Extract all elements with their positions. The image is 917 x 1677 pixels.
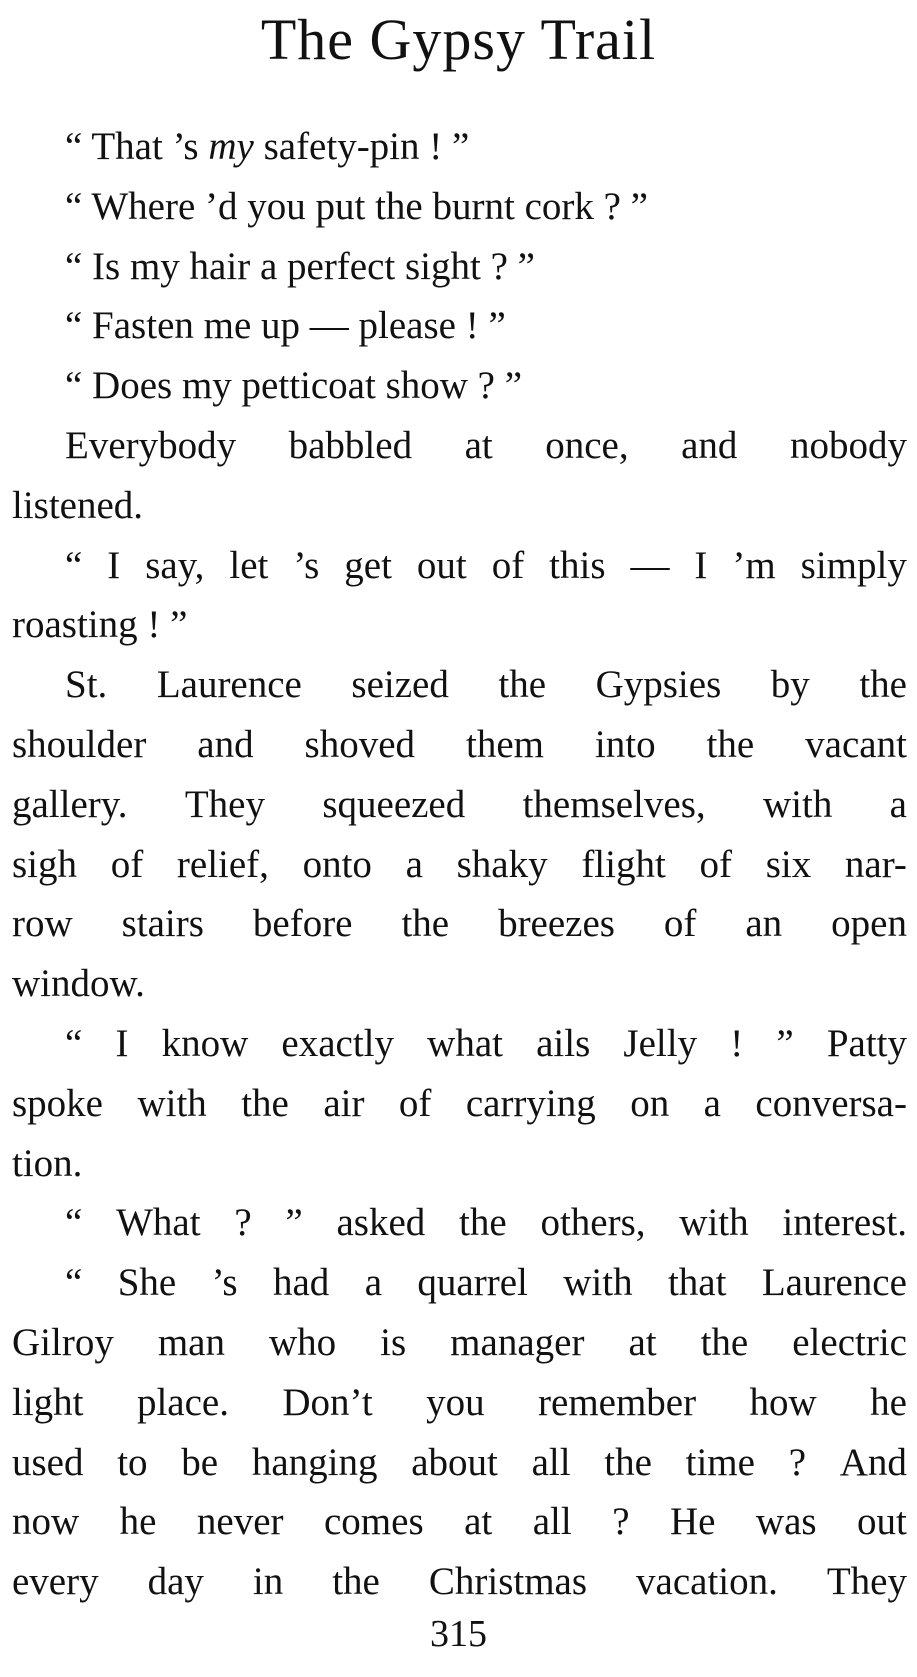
word: in	[252, 1560, 284, 1604]
body-text	[12, 117, 907, 1612]
word: who	[268, 1320, 337, 1364]
text-line	[12, 1552, 907, 1612]
word: how	[749, 1380, 817, 1424]
word: nobody	[789, 423, 907, 467]
text-run: safety-pin ! ”	[253, 125, 470, 168]
word: hanging	[251, 1440, 378, 1484]
word: and	[681, 423, 738, 467]
text-line	[12, 655, 907, 715]
word: to	[117, 1440, 148, 1484]
word: with	[137, 1081, 207, 1125]
word: used	[12, 1440, 84, 1484]
word: “	[65, 1201, 83, 1245]
text-line	[12, 1014, 907, 1074]
word: be	[181, 1440, 219, 1484]
text-run: “ Where ’d you put the burnt cork ? ”	[65, 184, 648, 228]
word: flight	[581, 842, 666, 886]
text-line	[12, 416, 907, 476]
word: all	[532, 1500, 572, 1544]
word: carrying	[465, 1081, 596, 1125]
word: the	[498, 663, 547, 707]
word: say,	[145, 543, 205, 587]
word: never	[196, 1500, 284, 1544]
word: out	[857, 1500, 907, 1544]
running-head: The Gypsy Trail	[260, 7, 657, 72]
word: the	[604, 1440, 652, 1484]
word: exactly	[281, 1021, 395, 1065]
word: “	[65, 543, 83, 587]
word: ’m	[732, 543, 776, 587]
word: stairs	[121, 902, 204, 946]
word: get	[344, 543, 392, 587]
word: let	[229, 543, 269, 587]
word: !	[730, 1021, 744, 1065]
text-line	[12, 177, 907, 237]
word: ?	[234, 1201, 252, 1245]
word: Gilroy	[12, 1320, 114, 1364]
word: about	[411, 1440, 498, 1484]
word: you	[426, 1380, 485, 1424]
word: of	[663, 902, 697, 946]
word: with	[679, 1201, 749, 1245]
word: at	[628, 1320, 657, 1364]
word: the	[332, 1560, 380, 1604]
word: Laurence	[761, 1261, 907, 1305]
word: of	[110, 842, 144, 886]
word: the	[241, 1081, 289, 1125]
word: this	[549, 543, 606, 587]
word: before	[252, 902, 353, 946]
word: now	[12, 1500, 80, 1544]
word: vacation.	[636, 1560, 778, 1604]
word: light	[12, 1380, 84, 1424]
word: with	[563, 1261, 633, 1305]
word: was	[755, 1500, 817, 1544]
word: comes	[324, 1500, 424, 1544]
word: Laurence	[156, 663, 302, 707]
word: simply	[800, 543, 907, 587]
word: he	[870, 1380, 907, 1424]
text-run: listened.	[12, 483, 144, 527]
text-line	[12, 894, 907, 954]
word: ”	[776, 1021, 794, 1065]
text-run: “ Fasten me up — please ! ”	[65, 304, 506, 348]
word: a	[405, 842, 423, 886]
word: day	[147, 1560, 204, 1604]
text-line	[12, 775, 907, 835]
text-line	[12, 1313, 907, 1373]
text-run: “ Does my petticoat show ? ”	[65, 364, 523, 408]
word: shoulder	[12, 722, 147, 766]
text-line	[12, 476, 907, 536]
word: at	[464, 423, 493, 467]
word: open	[831, 902, 907, 946]
word: man	[157, 1320, 225, 1364]
text-line	[12, 715, 907, 775]
word: the	[459, 1201, 507, 1245]
word: themselves,	[522, 782, 706, 826]
word: at	[464, 1500, 493, 1544]
word: the	[859, 663, 907, 707]
word: ?	[788, 1440, 806, 1484]
word: the	[401, 902, 450, 946]
word: know	[161, 1021, 249, 1065]
word: of	[699, 842, 732, 886]
word: Jelly	[623, 1021, 698, 1065]
word: a	[364, 1261, 383, 1305]
text-run: roasting ! ”	[12, 603, 188, 647]
word: “	[65, 1021, 83, 1065]
word: of	[398, 1081, 432, 1125]
word: seized	[351, 663, 449, 707]
word: them	[465, 722, 544, 766]
word: ”	[285, 1201, 303, 1245]
word: onto	[302, 842, 372, 886]
word: What	[116, 1201, 201, 1245]
word: the	[700, 1320, 749, 1364]
word: ?	[612, 1500, 630, 1544]
word: I	[115, 1021, 129, 1065]
word: had	[273, 1261, 330, 1305]
word: Gypsies	[595, 663, 722, 707]
word: Don’t	[282, 1380, 373, 1424]
word: and	[197, 722, 254, 766]
text-run: “ That ’s	[65, 125, 209, 168]
word: by	[770, 663, 810, 707]
word: relief,	[176, 842, 269, 886]
word: others,	[540, 1201, 646, 1245]
word: shaky	[456, 842, 548, 886]
word: nar-	[844, 842, 907, 886]
word: gallery.	[12, 782, 128, 826]
word: an	[745, 902, 783, 946]
text-line	[12, 1193, 907, 1253]
word: the	[706, 722, 755, 766]
text-line	[12, 1492, 907, 1552]
word: remember	[538, 1380, 697, 1424]
word: manager	[450, 1320, 585, 1364]
word: interest.	[782, 1201, 907, 1245]
word: I	[694, 543, 708, 587]
word: She	[117, 1261, 177, 1305]
text-line	[12, 595, 907, 655]
text-line	[12, 296, 907, 356]
text-line	[12, 1433, 907, 1493]
word: And	[839, 1440, 907, 1484]
text-run: “ Is my hair a perfect sight ? ”	[65, 244, 535, 288]
word: sigh	[12, 842, 78, 886]
word: into	[594, 722, 656, 766]
word: asked	[336, 1201, 426, 1245]
text-line	[12, 1134, 907, 1194]
word: time	[685, 1440, 755, 1484]
page-number: 315	[430, 1613, 487, 1655]
word: six	[765, 842, 812, 886]
text-line	[12, 1074, 907, 1134]
word: out	[416, 543, 467, 587]
word: Patty	[826, 1021, 907, 1065]
word: every	[12, 1560, 99, 1604]
word: with	[762, 782, 833, 826]
text-line	[12, 835, 907, 895]
word: he	[119, 1500, 157, 1544]
word: quarrel	[417, 1261, 528, 1305]
word: Christmas	[428, 1560, 588, 1604]
word: squeezed	[322, 782, 466, 826]
word: I	[107, 543, 121, 587]
word: They	[184, 782, 265, 826]
word: —	[630, 543, 670, 587]
emphasis-text: my	[208, 125, 254, 168]
word: air	[323, 1081, 365, 1125]
word: Everybody	[65, 423, 237, 467]
word: of	[491, 543, 525, 587]
word: what	[427, 1021, 503, 1065]
word: “	[65, 1261, 83, 1305]
text-line	[12, 356, 907, 416]
word: St.	[65, 663, 108, 707]
text-line	[12, 536, 907, 596]
word: ’s	[211, 1261, 238, 1305]
word: on	[630, 1081, 670, 1125]
word: babbled	[288, 423, 413, 467]
word: ails	[536, 1021, 591, 1065]
text-line	[12, 237, 907, 297]
word: ’s	[293, 543, 320, 587]
word: He	[669, 1500, 716, 1544]
word: is	[380, 1320, 407, 1364]
word: place.	[136, 1380, 229, 1424]
word: that	[667, 1261, 727, 1305]
word: vacant	[805, 722, 907, 766]
word: once,	[545, 423, 629, 467]
text-line	[12, 117, 907, 177]
word: a	[703, 1081, 721, 1125]
word: row	[12, 902, 73, 946]
text-line	[12, 1373, 907, 1433]
word: a	[889, 782, 907, 826]
word: spoke	[12, 1081, 103, 1125]
text-line	[12, 1253, 907, 1313]
text-run: window.	[12, 962, 145, 1006]
word: breezes	[498, 902, 615, 946]
word: all	[531, 1440, 571, 1484]
word: conversa-	[755, 1081, 907, 1125]
text-line	[12, 954, 907, 1014]
text-run: tion.	[12, 1141, 83, 1185]
word: shoved	[304, 722, 416, 766]
word: They	[826, 1560, 907, 1604]
word: electric	[792, 1320, 907, 1364]
